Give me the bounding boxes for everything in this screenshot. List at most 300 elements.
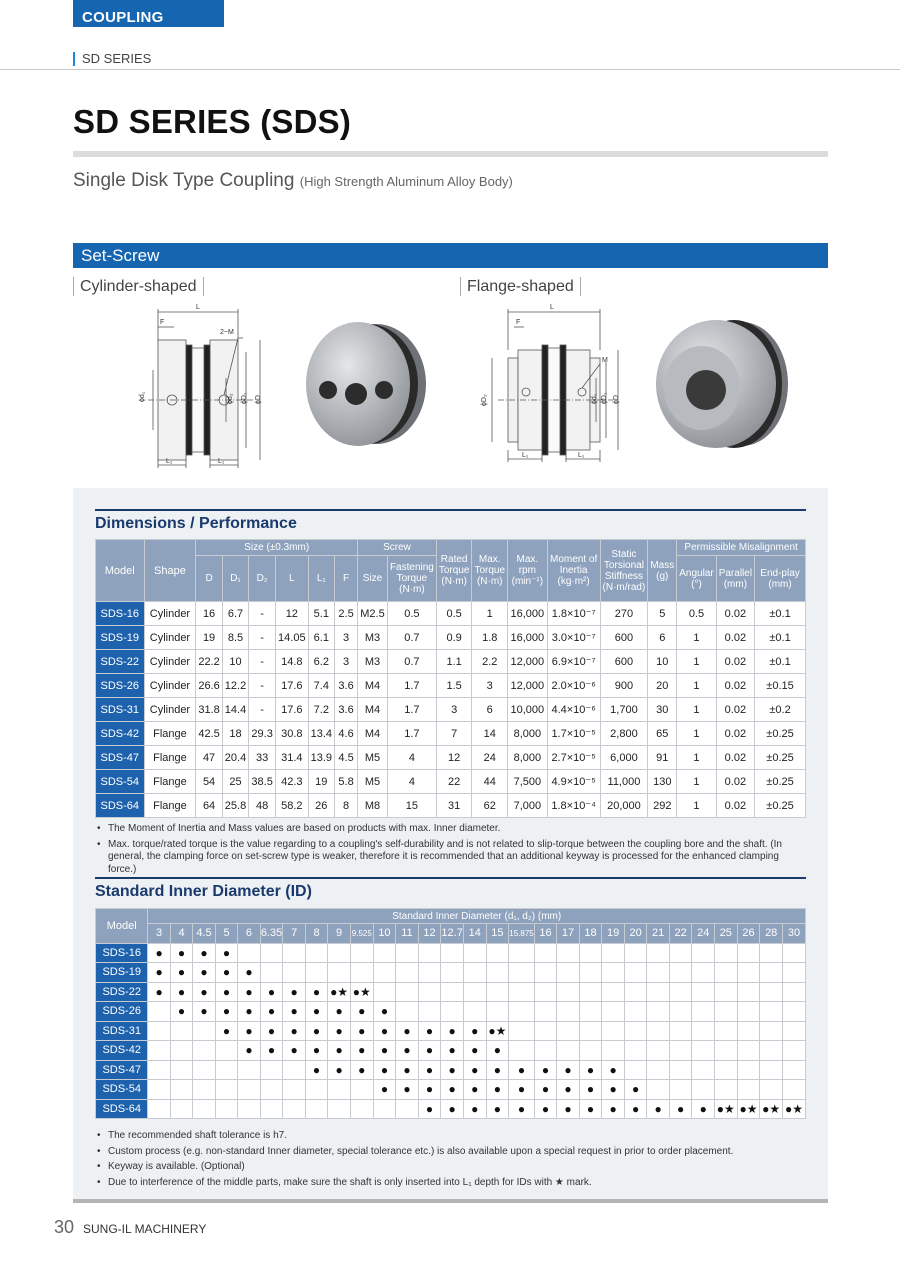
col-endplay: End-play (mm): [755, 556, 806, 602]
cell-rpm: 12,000: [508, 674, 548, 698]
cell-stiffness: 6,000: [600, 746, 648, 770]
cell-angular: 1: [677, 722, 716, 746]
cell-fastening: 4: [387, 770, 436, 794]
title-underline: [73, 151, 828, 157]
id-availability-cell: ●: [260, 1002, 283, 1022]
id-row: [96, 943, 806, 963]
cell-model: SDS-31: [96, 698, 145, 722]
id-availability-cell: ●: [396, 1021, 419, 1041]
cell-F: 4.6: [335, 722, 358, 746]
cell-model: SDS-19: [96, 626, 145, 650]
id-availability-cell: [602, 1002, 625, 1022]
cell-L1: 13.9: [308, 746, 334, 770]
cell-D: 42.5: [196, 722, 222, 746]
id-size-header: 10: [373, 924, 396, 944]
id-availability-cell: [305, 1080, 327, 1100]
id-availability-cell: ●: [396, 1041, 419, 1061]
cell-screw: M8: [358, 794, 388, 818]
category-tag: COUPLING: [73, 0, 224, 27]
flange-shaped-label: Flange-shaped: [460, 277, 581, 296]
id-availability-cell: [328, 963, 351, 983]
id-availability-cell: ●: [464, 1041, 487, 1061]
id-availability-cell: [602, 1021, 625, 1041]
id-availability-cell: [509, 982, 534, 1002]
id-availability-cell: [647, 1002, 670, 1022]
id-availability-cell: [714, 943, 737, 963]
id-availability-cell: [737, 1002, 760, 1022]
cell-D: 26.6: [196, 674, 222, 698]
id-availability-cell: [760, 1021, 783, 1041]
id-size-header: 4.5: [193, 924, 216, 944]
performance-row: [96, 746, 806, 770]
cell-D1: 25: [222, 770, 248, 794]
id-availability-cell: ●: [238, 982, 260, 1002]
cell-rpm: 16,000: [508, 626, 548, 650]
cell-D2: -: [249, 602, 276, 626]
id-availability-cell: ●: [215, 1002, 237, 1022]
id-availability-cell: [760, 1002, 783, 1022]
cell-rated: 12: [436, 746, 472, 770]
cell-rated: 1.5: [436, 674, 472, 698]
performance-row: [96, 650, 806, 674]
col-max-torque: Max. Torque (N·m): [472, 540, 508, 602]
fla-dim-M: M: [602, 357, 608, 364]
id-availability-cell: ●: [418, 1041, 441, 1061]
performance-row: [96, 722, 806, 746]
cell-endplay: ±0.1: [755, 626, 806, 650]
id-availability-cell: [624, 1060, 647, 1080]
id-availability-cell: [350, 963, 373, 983]
id-size-header: 14: [464, 924, 487, 944]
cell-max: 1: [472, 602, 508, 626]
cell-rpm: 8,000: [508, 722, 548, 746]
cell-L1: 7.4: [308, 674, 334, 698]
id-size-header: 25: [714, 924, 737, 944]
id-availability-cell: [238, 1099, 260, 1119]
cyl-dim-d1: ϕd₁: [139, 391, 146, 402]
id-availability-cell: [464, 963, 487, 983]
id-availability-cell: [714, 1041, 737, 1061]
id-availability-cell: [647, 982, 670, 1002]
id-note: • Keyway is available. (Optional): [95, 1161, 810, 1174]
cell-inertia: 2.7×10⁻⁵: [547, 746, 600, 770]
id-availability-cell: [238, 943, 260, 963]
id-availability-cell: [760, 943, 783, 963]
cell-parallel: 0.02: [716, 794, 754, 818]
id-availability-cell: [418, 1002, 441, 1022]
col-group-screw: Screw: [358, 540, 437, 556]
id-availability-cell: [148, 1002, 170, 1022]
id-availability-cell: ●: [486, 1060, 509, 1080]
cell-shape: Flange: [144, 722, 196, 746]
id-availability-cell: [669, 1080, 692, 1100]
cell-endplay: ±0.25: [755, 722, 806, 746]
cell-D1: 12.2: [222, 674, 248, 698]
id-availability-cell: ●: [486, 1041, 509, 1061]
cell-rated: 0.5: [436, 602, 472, 626]
col-F: F: [335, 556, 358, 602]
cell-inertia: 2.0×10⁻⁶: [547, 674, 600, 698]
fla-dim-D2: ϕD₂: [481, 394, 488, 406]
cell-D2: 38.5: [249, 770, 276, 794]
id-availability-cell: [148, 1080, 170, 1100]
id-availability-cell: [464, 943, 487, 963]
cell-model: SDS-26: [96, 674, 145, 698]
id-row: [96, 1080, 806, 1100]
cell-stiffness: 20,000: [600, 794, 648, 818]
id-size-header: 24: [692, 924, 715, 944]
cell-rated: 22: [436, 770, 472, 794]
footer-divider: [73, 1199, 828, 1203]
cell-inertia: 1.7×10⁻⁵: [547, 722, 600, 746]
id-availability-cell: [737, 1060, 760, 1080]
cell-rpm: 8,000: [508, 746, 548, 770]
id-availability-cell: [441, 943, 464, 963]
id-availability-cell: ●: [441, 1099, 464, 1119]
id-availability-cell: [647, 943, 670, 963]
cell-D1: 18: [222, 722, 248, 746]
id-availability-cell: [373, 982, 396, 1002]
cell-stiffness: 600: [600, 626, 648, 650]
id-size-header: 19: [602, 924, 625, 944]
id-availability-cell: [170, 1041, 192, 1061]
id-availability-cell: [557, 1002, 580, 1022]
id-size-header: 15.875: [509, 924, 534, 944]
id-availability-cell: ●: [486, 1080, 509, 1100]
id-availability-cell: [557, 982, 580, 1002]
id-availability-cell: [557, 1041, 580, 1061]
cell-rpm: 10,000: [508, 698, 548, 722]
id-cell-model: SDS-26: [96, 1002, 148, 1022]
cell-rated: 1.1: [436, 650, 472, 674]
id-availability-cell: ●: [350, 1060, 373, 1080]
id-availability-cell: [624, 1021, 647, 1041]
id-availability-cell: [534, 963, 557, 983]
id-availability-cell: [509, 1041, 534, 1061]
performance-row: [96, 674, 806, 698]
id-availability-cell: [624, 982, 647, 1002]
id-availability-cell: [260, 1080, 283, 1100]
id-availability-cell: ●★: [760, 1099, 783, 1119]
id-availability-cell: ●: [148, 943, 170, 963]
id-availability-cell: [509, 963, 534, 983]
cell-fastening: 1.7: [387, 674, 436, 698]
id-availability-cell: [305, 943, 327, 963]
id-availability-cell: ●: [215, 1021, 237, 1041]
cell-D: 22.2: [196, 650, 222, 674]
cell-screw: M4: [358, 722, 388, 746]
cylinder-shaped-label: Cylinder-shaped: [73, 277, 204, 296]
cell-angular: 1: [677, 674, 716, 698]
cell-L1: 5.1: [308, 602, 334, 626]
col-D: D: [196, 556, 222, 602]
id-availability-cell: ●: [328, 1002, 351, 1022]
id-size-header: 18: [579, 924, 602, 944]
id-availability-cell: [373, 943, 396, 963]
id-availability-cell: [260, 1060, 283, 1080]
id-availability-cell: [373, 1099, 396, 1119]
id-availability-cell: [692, 1041, 715, 1061]
cell-D: 47: [196, 746, 222, 770]
cell-shape: Cylinder: [144, 602, 196, 626]
id-availability-cell: [215, 1080, 237, 1100]
cell-parallel: 0.02: [716, 602, 754, 626]
cell-parallel: 0.02: [716, 698, 754, 722]
id-availability-cell: ●: [170, 1002, 192, 1022]
id-size-header: 12: [418, 924, 441, 944]
id-availability-cell: [714, 1002, 737, 1022]
cell-endplay: ±0.2: [755, 698, 806, 722]
id-availability-cell: [760, 1080, 783, 1100]
cell-parallel: 0.02: [716, 722, 754, 746]
id-size-header: 4: [170, 924, 192, 944]
page-subtitle: [73, 170, 513, 192]
id-availability-cell: [486, 943, 509, 963]
id-cell-model: SDS-31: [96, 1021, 148, 1041]
id-availability-cell: [760, 963, 783, 983]
inner-diameter-table-body: [96, 943, 806, 1119]
id-size-header: 3: [148, 924, 170, 944]
cell-max: 1.8: [472, 626, 508, 650]
id-availability-cell: [215, 1060, 237, 1080]
cell-shape: Cylinder: [144, 650, 196, 674]
id-availability-cell: ●: [260, 982, 283, 1002]
cyl-dim-D: ϕD: [255, 395, 262, 404]
id-availability-cell: [396, 943, 419, 963]
id-availability-cell: ●: [557, 1080, 580, 1100]
id-availability-cell: ●: [305, 1041, 327, 1061]
cyl-dim-M: 2−M: [220, 329, 234, 336]
id-availability-cell: [579, 1002, 602, 1022]
cell-max: 6: [472, 698, 508, 722]
id-availability-cell: [464, 982, 487, 1002]
id-availability-cell: [737, 1041, 760, 1061]
id-availability-cell: [783, 1041, 806, 1061]
id-col-group: Standard Inner Diameter (d₁, d₂) (mm): [148, 909, 806, 924]
cell-screw: M3: [358, 650, 388, 674]
id-availability-cell: ●: [441, 1021, 464, 1041]
cell-stiffness: 270: [600, 602, 648, 626]
id-availability-cell: [714, 982, 737, 1002]
cell-mass: 91: [648, 746, 677, 770]
cell-rpm: 16,000: [508, 602, 548, 626]
id-availability-cell: [669, 1041, 692, 1061]
id-availability-cell: ●: [534, 1080, 557, 1100]
cell-D1: 14.4: [222, 698, 248, 722]
col-parallel: Parallel (mm): [716, 556, 754, 602]
col-group-misalignment: Permissible Misalignment: [677, 540, 806, 556]
id-availability-cell: [783, 943, 806, 963]
id-availability-cell: [215, 1041, 237, 1061]
id-availability-cell: [441, 963, 464, 983]
id-availability-cell: [486, 982, 509, 1002]
id-availability-cell: [283, 963, 305, 983]
id-size-header: 11: [396, 924, 419, 944]
id-availability-cell: [714, 963, 737, 983]
col-screw-size: Size: [358, 556, 388, 602]
cell-shape: Flange: [144, 746, 196, 770]
id-availability-cell: ●: [305, 1021, 327, 1041]
id-availability-cell: [714, 1080, 737, 1100]
cell-parallel: 0.02: [716, 746, 754, 770]
id-availability-cell: ●★: [783, 1099, 806, 1119]
col-L: L: [276, 556, 309, 602]
performance-row: [96, 602, 806, 626]
fla-dim-L1a: L₁: [522, 452, 529, 459]
id-size-header: 9: [328, 924, 351, 944]
id-availability-cell: [557, 963, 580, 983]
cell-L: 12: [276, 602, 309, 626]
id-availability-cell: [760, 1041, 783, 1061]
id-availability-cell: ●: [350, 1002, 373, 1022]
id-availability-cell: ●: [373, 1021, 396, 1041]
cell-fastening: 4: [387, 746, 436, 770]
cell-fastening: 1.7: [387, 698, 436, 722]
id-availability-cell: [396, 1099, 419, 1119]
id-availability-cell: [170, 1080, 192, 1100]
id-size-header: 20: [624, 924, 647, 944]
cyl-dim-F: F: [160, 319, 165, 326]
id-availability-cell: ●★: [350, 982, 373, 1002]
id-availability-cell: [714, 1060, 737, 1080]
col-L1: L₁: [308, 556, 334, 602]
id-availability-cell: [760, 1060, 783, 1080]
id-availability-cell: [737, 1021, 760, 1041]
cell-inertia: 4.9×10⁻⁵: [547, 770, 600, 794]
performance-row: [96, 794, 806, 818]
id-availability-cell: [669, 1060, 692, 1080]
performance-notes: [95, 823, 810, 879]
id-availability-cell: ●: [215, 982, 237, 1002]
id-availability-cell: ●: [260, 1021, 283, 1041]
cyl-dim-L1a: L₁: [166, 458, 173, 465]
col-shape: Shape: [144, 540, 196, 602]
id-availability-cell: ●: [692, 1099, 715, 1119]
id-availability-cell: [783, 982, 806, 1002]
cell-inertia: 6.9×10⁻⁷: [547, 650, 600, 674]
cell-mass: 5: [648, 602, 677, 626]
id-availability-cell: ●: [215, 963, 237, 983]
id-availability-cell: [328, 1099, 351, 1119]
cell-model: SDS-47: [96, 746, 145, 770]
cell-rated: 7: [436, 722, 472, 746]
id-availability-cell: [692, 982, 715, 1002]
id-availability-cell: ●: [464, 1099, 487, 1119]
id-availability-cell: [579, 963, 602, 983]
cell-D1: 20.4: [222, 746, 248, 770]
id-availability-cell: ●: [557, 1060, 580, 1080]
col-model: Model: [96, 540, 145, 602]
id-col-model: Model: [96, 909, 148, 944]
cell-parallel: 0.02: [716, 770, 754, 794]
cell-max: 62: [472, 794, 508, 818]
id-availability-cell: [193, 1021, 216, 1041]
cell-max: 24: [472, 746, 508, 770]
cell-screw: M3: [358, 626, 388, 650]
cell-D2: -: [249, 698, 276, 722]
id-availability-cell: [396, 1002, 419, 1022]
cell-stiffness: 11,000: [600, 770, 648, 794]
cell-fastening: 0.7: [387, 626, 436, 650]
id-availability-cell: ●: [418, 1080, 441, 1100]
cell-D: 64: [196, 794, 222, 818]
id-availability-cell: [418, 982, 441, 1002]
cell-L: 17.6: [276, 698, 309, 722]
cell-mass: 6: [648, 626, 677, 650]
id-availability-cell: [509, 943, 534, 963]
subtitle-note: (High Strength Aluminum Alloy Body): [299, 174, 513, 189]
id-availability-cell: ●★: [737, 1099, 760, 1119]
cell-screw: M5: [358, 770, 388, 794]
id-availability-cell: [692, 963, 715, 983]
cylinder-product-image: [298, 312, 428, 452]
id-availability-cell: ●: [305, 1002, 327, 1022]
footer-brand: SUNG-IL MACHINERY: [83, 1222, 207, 1236]
cell-mass: 292: [648, 794, 677, 818]
cell-D1: 8.5: [222, 626, 248, 650]
cell-stiffness: 2,800: [600, 722, 648, 746]
id-availability-cell: [557, 1021, 580, 1041]
col-stiffness: Static Torsional Stiffness (N·m/rad): [600, 540, 648, 602]
id-availability-cell: ●: [579, 1080, 602, 1100]
cell-F: 8: [335, 794, 358, 818]
id-availability-cell: ●: [418, 1060, 441, 1080]
cell-angular: 1: [677, 626, 716, 650]
performance-heading: Dimensions / Performance: [95, 515, 297, 532]
id-availability-cell: [170, 1099, 192, 1119]
id-cell-model: SDS-42: [96, 1041, 148, 1061]
cell-endplay: ±0.25: [755, 746, 806, 770]
cell-D: 19: [196, 626, 222, 650]
id-availability-cell: [624, 1002, 647, 1022]
cell-F: 3.6: [335, 698, 358, 722]
cell-fastening: 0.7: [387, 650, 436, 674]
id-availability-cell: ●: [328, 1060, 351, 1080]
cell-D1: 6.7: [222, 602, 248, 626]
cell-shape: Cylinder: [144, 674, 196, 698]
id-availability-cell: [692, 1002, 715, 1022]
cell-shape: Flange: [144, 794, 196, 818]
id-availability-cell: [283, 1060, 305, 1080]
cell-mass: 130: [648, 770, 677, 794]
cell-inertia: 1.8×10⁻⁴: [547, 794, 600, 818]
id-availability-cell: ●: [193, 982, 216, 1002]
id-size-header: 17: [557, 924, 580, 944]
id-size-header: 6.35: [260, 924, 283, 944]
id-availability-cell: [215, 1099, 237, 1119]
id-size-header: 26: [737, 924, 760, 944]
id-rule: [95, 877, 806, 879]
cell-angular: 1: [677, 746, 716, 770]
performance-table-body: [96, 602, 806, 818]
id-availability-cell: [283, 1080, 305, 1100]
id-availability-cell: ●: [283, 1041, 305, 1061]
cell-rated: 3: [436, 698, 472, 722]
id-availability-cell: ●: [283, 1021, 305, 1041]
id-availability-cell: ●: [557, 1099, 580, 1119]
id-availability-cell: ●: [534, 1060, 557, 1080]
id-availability-cell: ●: [283, 1002, 305, 1022]
id-availability-cell: ●★: [714, 1099, 737, 1119]
cell-fastening: 15: [387, 794, 436, 818]
cell-angular: 1: [677, 650, 716, 674]
id-size-header: 28: [760, 924, 783, 944]
fla-dim-F: F: [516, 319, 521, 326]
cell-D2: 33: [249, 746, 276, 770]
cell-model: SDS-22: [96, 650, 145, 674]
id-availability-cell: [328, 943, 351, 963]
id-size-header: 6: [238, 924, 260, 944]
